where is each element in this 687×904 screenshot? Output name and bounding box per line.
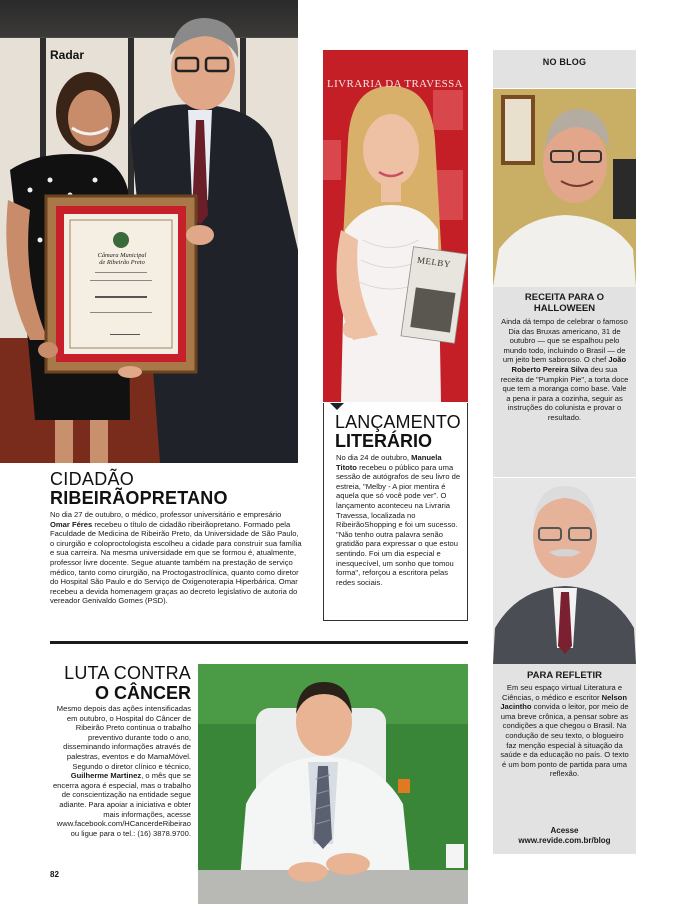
article2-body-part2: recebeu o público para uma sessão de autógrafos de seu livro de estreia, "Melby - A pior mentira é aquela que só você pode ver". O lançamento aconteceu na Livraria Travessa, localizada no RibeirãoShopping e foi um sucesso. "Não tenho outra palavra senão gratidão para expressar o que estou sentindo. Foi um dia especial e inesquecível, um sonho que tomou forma", reforçou a escritora pelas redes sociais. xyxy=(336,462,461,587)
blog-link[interactable]: www.revide.com.br/blog xyxy=(518,836,611,845)
sidebar-item1-body-part2: deu sua receita de "Pumpkin Pie", a torta doce que tem a moranga como base. Vale a pena ir para a cozinha, seguir as instruções do colunista e provar o resultado. xyxy=(500,364,629,422)
article2-title xyxy=(335,413,465,451)
doctor-writer-illustration xyxy=(493,478,636,664)
sidebar-item2-person-name: Nelson Jacintho xyxy=(500,692,627,712)
article1-title xyxy=(50,470,300,508)
article3-title xyxy=(50,663,191,703)
article1-person-name: Omar Féres xyxy=(50,519,93,529)
sidebar-header-box xyxy=(493,50,636,88)
diploma-heading-line2: de Ribeirão Preto xyxy=(99,259,145,266)
sidebar-item2-body-part2: convida o leitor, por meio de uma breve crônica, a pensar sobre as condições a que chegou o Brasil. Na condução de seu texto, o blogueiro faz menção especial à situação da saúde e da educação no país. O texto é um bom ponto de partida para uma reflexão. xyxy=(500,702,629,779)
article2-body-part1: No dia 24 de outubro, xyxy=(336,453,412,462)
sidebar-header: NO BLOG xyxy=(542,57,587,67)
ceremony-photo xyxy=(0,0,298,463)
doctor-writer-photo xyxy=(493,478,636,664)
article3-body-part1: Mesmo depois das ações intensificadas em outubro, o Hospital do Câncer de Ribeirão Preto continua o trabalho preventivo durante todo o ano, disseminando informações através de palestras, eventos e do MamaMóvel. Segundo o diretor clínico e técnico, xyxy=(56,704,191,771)
article3-body-part2: , o mês que se encerra agora é especial, mas o trabalho de conscientização na entidade segue adiante. Para apoiar a iniciativa e obter mais informações, acesse www.facebook.com/HCancerdeRibeirao ou ligue para o tel.: (16) 3878.9700. xyxy=(52,771,191,838)
article2-title-line2: LITERÁRIO xyxy=(335,431,432,451)
article2-person-name: Manuela Titoto xyxy=(336,453,442,472)
article2-body xyxy=(336,453,462,587)
diploma-heading-line1: Câmara Municipal xyxy=(97,252,147,259)
sidebar-item1-person-name: João Roberto Pereira Silva xyxy=(511,355,627,374)
book-launch-photo xyxy=(323,50,468,402)
chef-photo xyxy=(493,89,636,287)
doctor-photo xyxy=(198,664,468,904)
sidebar-item2-body xyxy=(500,683,629,779)
page-number: 82 xyxy=(50,870,59,879)
article1-body-part2: recebeu o título de cidadão ribeirãopretano. Formado pela Faculdade de Medicina de Ribeirão Preto, da Universidade de São Paulo, o cirurgião e coloproctologista escolheu a cidade para construir sua família e sua carreira. Na mesma universidade em que se formou é, atualmente, professor livre docente. Segue atuante também na prestação de serviço médico, tanto como cirurgião, na Proctogastroclínica, quanto como diretor do Hospital São Paulo e do Serviço de Oxigenoterapia Hiperbárica. Omar recebeu a devida homenagem graças ao decreto legislativo de autoria do vereador Genivaldo Gomes (PSD). xyxy=(50,519,302,606)
article3-title-line2: O CÂNCER xyxy=(94,683,191,703)
article3-title-line1: LUTA CONTRA xyxy=(64,663,191,683)
sidebar-footer xyxy=(493,826,636,846)
doctor-illustration xyxy=(198,664,468,904)
section-divider xyxy=(50,641,468,644)
ceremony-illustration xyxy=(0,0,298,463)
article3-body xyxy=(52,704,191,838)
chef-illustration xyxy=(493,89,636,287)
sidebar-footer-label: Acesse xyxy=(550,826,579,835)
article2-notch xyxy=(330,403,344,410)
article1-body xyxy=(50,510,302,606)
article1-title-line1: CIDADÃO xyxy=(50,469,135,489)
sidebar-item1-title: RECEITA PARA O HALLOWEEN xyxy=(524,292,605,314)
bookstore-sign: LIVRARIA DA TRAVESSA xyxy=(327,78,463,90)
article1-title-line2: RIBEIRÃOPRETANO xyxy=(50,488,228,508)
sidebar-item1-body xyxy=(500,317,629,423)
book-cover-title: MELBY xyxy=(416,254,452,270)
sidebar-item2-title: PARA REFLETIR xyxy=(527,670,602,681)
sidebar-item2-body-part1: Em seu espaço virtual Literatura e Ciências, o médico e escritor xyxy=(502,683,623,702)
sidebar-item1-body-part1: Ainda dá tempo de celebrar o famoso Dia das Bruxas americano, 31 de outubro — que se espalhou pelo mundo todo, incluindo o Brasil — de um jeito bem saboroso. O chef xyxy=(501,317,628,365)
book-launch-illustration xyxy=(323,50,468,402)
diploma-heading xyxy=(84,252,160,266)
article2-title-line1: LANÇAMENTO xyxy=(335,412,461,432)
article3-person-name: Guilherme Martinez xyxy=(70,771,142,781)
section-label: Radar xyxy=(50,48,85,62)
article1-body-part1: No dia 27 de outubro, o médico, professor universitário e empresário xyxy=(50,510,282,519)
